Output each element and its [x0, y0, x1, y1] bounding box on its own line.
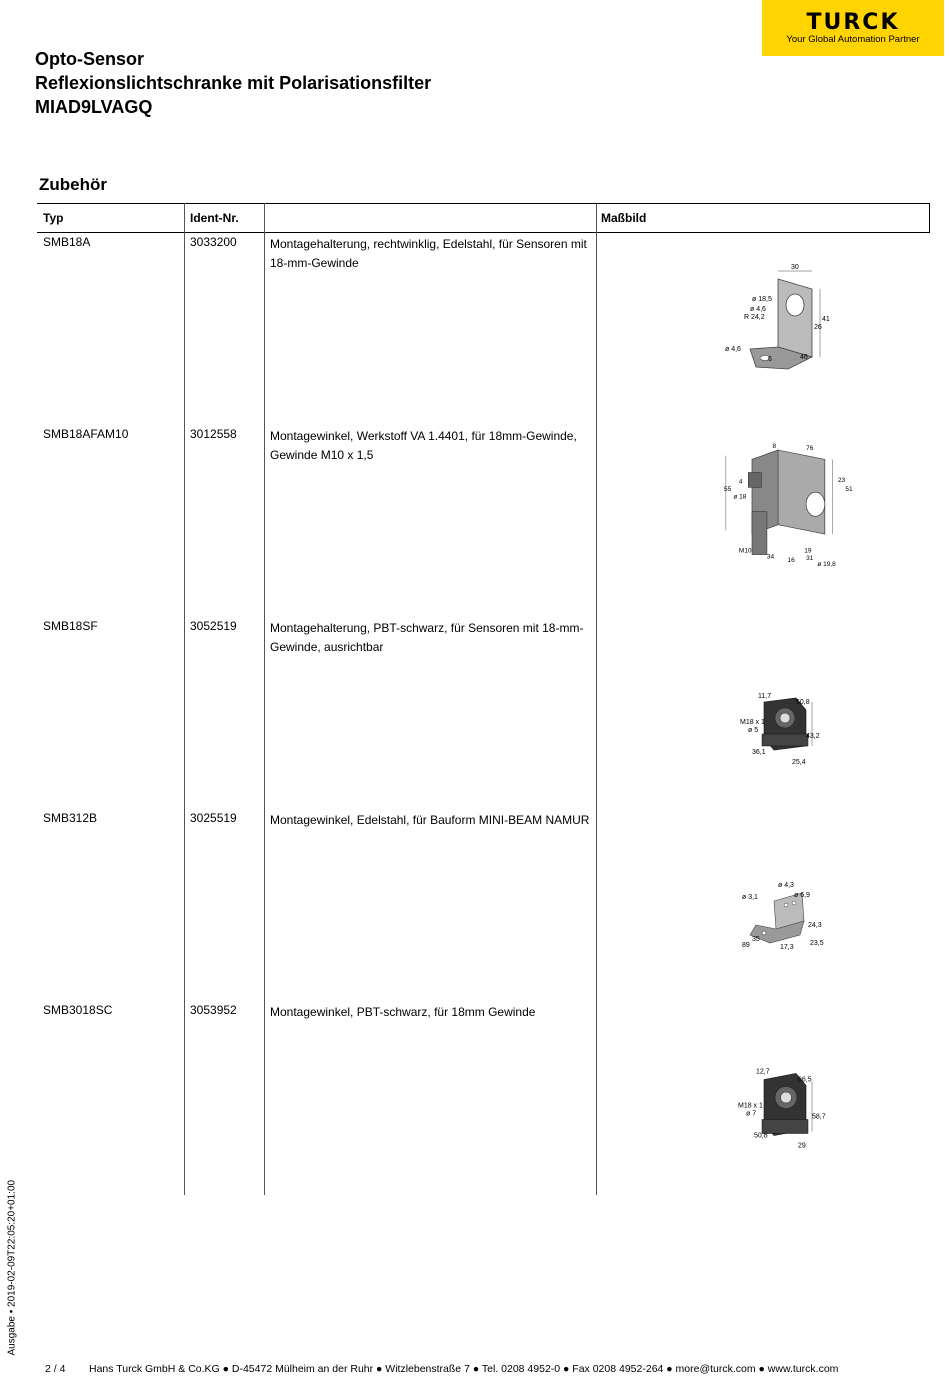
- header-divider: [264, 203, 265, 231]
- dim-label: R 24,2: [744, 314, 765, 321]
- footer: [45, 1363, 838, 1375]
- dim-label: 46: [800, 354, 808, 361]
- dim-label: 23: [837, 476, 846, 484]
- dim-label: ø 7: [746, 1110, 757, 1118]
- row-ident: 3053952: [190, 1003, 237, 1017]
- dim-label: 36,1: [752, 749, 766, 756]
- header-divider: [596, 203, 597, 231]
- dim-label: M18 x 1: [740, 719, 765, 726]
- dimension-drawing: [700, 259, 860, 399]
- row-typ: SMB3018SC: [43, 1003, 113, 1017]
- dimension-drawing: [700, 849, 860, 989]
- row-typ: SMB18A: [43, 235, 91, 249]
- dim-label: 43,2: [806, 733, 820, 740]
- dim-label: 31: [806, 555, 814, 563]
- dim-label: 50,8: [796, 699, 810, 706]
- dim-label: 26: [814, 324, 822, 331]
- row-ident: 3012558: [190, 427, 237, 441]
- row-description: Montagehalterung, rechtwinklig, Edelstahl, für Sensoren mit 18-mm-Gewinde: [270, 237, 587, 270]
- page-number: 2 / 4: [45, 1363, 66, 1375]
- footer-company: Hans Turck GmbH & Co.KG ● D-45472 Mülheim an der Ruhr ● Witzlebenstraße 7 ● Tel. 0208 4952-0 ● Fax 0208 4952-264 ● more@turck.com ● www.turck.com: [89, 1363, 839, 1375]
- dim-label: ø 4,6: [750, 306, 766, 313]
- row-typ: SMB312B: [43, 811, 98, 825]
- dim-label: 29: [798, 1142, 806, 1150]
- table-row: [0, 807, 950, 999]
- dim-label: ø 18,5: [752, 296, 772, 303]
- dim-label: 8: [772, 443, 777, 451]
- dim-label: M18 x 1: [738, 1102, 763, 1110]
- dim-label: ø 3,1: [742, 894, 758, 901]
- row-description: Montagewinkel, Werkstoff VA 1.4401, für 18mm-Gewinde, Gewinde M10 x 1,5: [270, 429, 577, 462]
- dim-label: 25,4: [792, 759, 806, 766]
- dim-label: 11,7: [758, 693, 772, 700]
- dim-label: 51: [845, 486, 853, 494]
- logo-tagline: Your Global Automation Partner: [786, 34, 920, 45]
- table-header: [37, 203, 930, 233]
- title-line-3: MIAD9LVAGQ: [35, 97, 153, 117]
- row-description: Montagewinkel, PBT-schwarz, für 18mm Gewinde: [270, 1005, 536, 1019]
- row-description: Montagewinkel, Edelstahl, für Bauform MINI-BEAM NAMUR: [270, 813, 590, 827]
- dim-label: ø 4,6: [725, 346, 741, 353]
- row-ident: 3025519: [190, 811, 237, 825]
- dimension-drawing: [700, 437, 860, 577]
- row-typ: SMB18SF: [43, 619, 98, 633]
- section-title: Zubehör: [39, 175, 107, 194]
- dim-label: ø 6,9: [794, 892, 810, 899]
- turck-logo: [762, 0, 944, 56]
- title-line-1: Opto-Sensor: [35, 49, 145, 69]
- table-row: [0, 423, 950, 615]
- dim-label: 89: [742, 942, 750, 949]
- dim-label: 58,7: [812, 1113, 826, 1121]
- col-massbild: Maßbild: [601, 211, 647, 225]
- dim-label: 30: [791, 264, 799, 271]
- document-title: [35, 47, 431, 119]
- dim-label: ø 19,8: [817, 560, 836, 568]
- dim-label: 6: [768, 356, 772, 363]
- row-typ: SMB18AFAM10: [43, 427, 129, 441]
- dim-label: 19: [804, 547, 812, 555]
- dim-label: 16: [787, 557, 795, 565]
- dim-label: 23,5: [810, 940, 824, 947]
- row-ident: 3052519: [190, 619, 237, 633]
- header-divider: [184, 203, 185, 231]
- dim-label: ø 18: [733, 493, 747, 501]
- dim-label: 24,3: [808, 922, 822, 929]
- dim-label: 50,8: [754, 1132, 768, 1140]
- table-row: [0, 615, 950, 807]
- dim-label: 34: [766, 553, 775, 561]
- dim-label: 4: [738, 478, 743, 486]
- dim-label: 17,3: [780, 944, 794, 951]
- dim-label: 35: [752, 936, 760, 943]
- dim-label: ø 5: [748, 727, 759, 734]
- col-ident: Ident-Nr.: [190, 211, 239, 225]
- dimension-drawing: [700, 1039, 860, 1179]
- dim-label: ø 4,3: [778, 882, 794, 889]
- dimension-drawing: [700, 663, 860, 803]
- issue-date: Ausgabe • 2019-02-09T22:05:20+01:00: [6, 1179, 18, 1356]
- row-description: Montagehalterung, PBT-schwarz, für Sensoren mit 18-mm-Gewinde, ausrichtbar: [270, 621, 584, 654]
- dim-label: 41: [822, 316, 830, 323]
- logo-brand: TURCK: [806, 10, 900, 35]
- table-row: [0, 231, 950, 423]
- dim-label: 55: [724, 486, 732, 494]
- dim-label: 66,5: [798, 1076, 812, 1084]
- row-ident: 3033200: [190, 235, 237, 249]
- col-typ: Typ: [43, 211, 64, 225]
- dim-label: M10: [738, 547, 752, 555]
- dim-label: 12,7: [756, 1068, 770, 1076]
- table-row: [0, 999, 950, 1191]
- title-line-2: Reflexionslichtschranke mit Polarisationsfilter: [35, 73, 432, 93]
- dim-label: 76: [806, 445, 814, 453]
